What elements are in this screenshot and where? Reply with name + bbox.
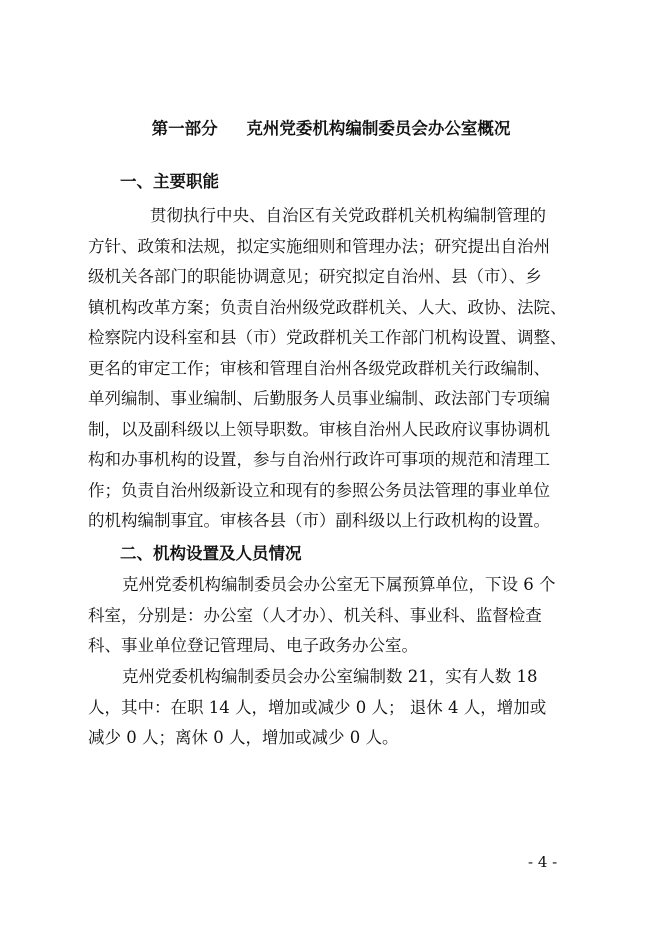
text-line: 镇机构改革方案；负责自治州级党政群机关、人大、政协、法院、 bbox=[88, 297, 567, 317]
text-line: 级机关各部门的职能协调意见；研究拟定自治州、县（市）、乡 bbox=[88, 267, 542, 286]
text-line: 更名的审定工作；审核和管理自治州各级党政群机关行政编制、 bbox=[88, 358, 550, 378]
text-line: 减少 0 人；离休 0 人，增加或减少 0 人。 bbox=[88, 728, 399, 747]
text-line: 科、事业单位登记管理局、电子政务办公室。 bbox=[88, 636, 418, 655]
text-line: 构和办事机构的设置，参与自治州行政许可事项的规范和清理工 bbox=[88, 450, 550, 469]
text-line: 科室，分别是：办公室（人才办）、机关科、事业科、监督检查 bbox=[88, 605, 542, 625]
staffing-paragraph bbox=[88, 662, 546, 754]
text-line: 克州党委机构编制委员会办公室无下属预算单位，下设 6 个 bbox=[122, 575, 556, 594]
main-functions-paragraph bbox=[88, 201, 567, 537]
text-line: 克州党委机构编制委员会办公室编制数 21，实有人数 18 bbox=[122, 667, 538, 686]
section-heading-main-functions: 一、主要职能 bbox=[120, 172, 219, 191]
text-line: 方针、政策和法规，拟定实施细则和管理办法；研究提出自治州 bbox=[88, 236, 550, 256]
text-line: 的机构编制事宜。审核各县（市）副科级以上行政机构的设置。 bbox=[88, 511, 550, 530]
organization-paragraph bbox=[88, 570, 556, 662]
text-line: 制，以及副科级以上领导职数。审核自治州人民政府议事协调机 bbox=[88, 419, 550, 439]
text-line: 人，其中：在职 14 人，增加或减少 0 人； 退休 4 人，增加或 bbox=[88, 697, 547, 717]
text-line: 作；负责自治州级新设立和现有的参照公务员法管理的事业单位 bbox=[88, 480, 550, 500]
text-line: 贯彻执行中央、自治区有关党政群机关机构编制管理的 bbox=[150, 206, 546, 225]
page-title: 第一部分 克州党委机构编制委员会办公室概况 bbox=[151, 119, 511, 138]
section-heading-organization: 二、机构设置及人员情况 bbox=[120, 544, 302, 563]
text-line: 检察院内设科室和县（市）党政群机关工作部门机构设置、调整、 bbox=[88, 328, 567, 347]
text-line: 单列编制、事业编制、后勤服务人员事业编制、政法部门专项编 bbox=[88, 389, 550, 408]
page-number: - 4 - bbox=[528, 853, 558, 871]
